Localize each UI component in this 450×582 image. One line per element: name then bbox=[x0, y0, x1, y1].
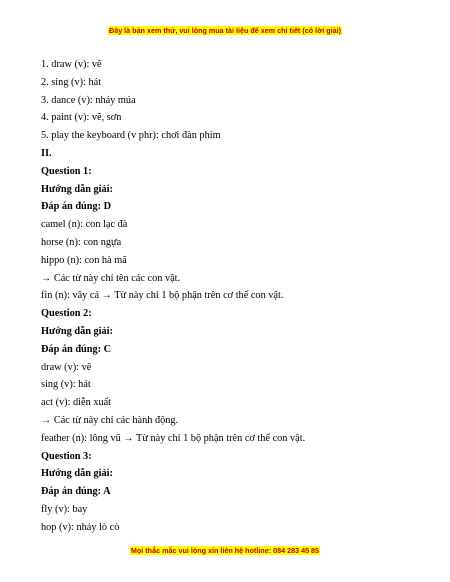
text-line: sing (v): hát bbox=[41, 379, 91, 391]
section-heading: Hướng dẫn giải: bbox=[41, 468, 113, 480]
text-line: 2. sing (v): hát bbox=[41, 76, 102, 88]
hotline-text: Mọi thắc mắc vui lòng xin liên hệ hotline: 084 283 45 85 bbox=[130, 546, 320, 555]
section-heading: Đáp án đúng: C bbox=[41, 343, 112, 355]
text-line: 5. play the keyboard (v phr): chơi đàn phím bbox=[41, 130, 221, 142]
preview-notice-text: Đây là bản xem thử, vui lòng mua tài liệu để xem chi tiết (có lời giải) bbox=[109, 26, 341, 35]
text-line: 1. draw (v): vẽ bbox=[41, 59, 102, 70]
text-line: 3. dance (v): nhảy múa bbox=[41, 94, 136, 106]
section-heading: Đáp án đúng: A bbox=[41, 486, 111, 498]
section-heading: Hướng dẫn giải: bbox=[41, 183, 113, 195]
text-line: draw (v): vẽ bbox=[41, 361, 92, 373]
text-line: act (v): diễn xuất bbox=[41, 397, 112, 409]
text-line: fly (v): bay bbox=[41, 503, 88, 515]
section-heading: Hướng dẫn giải: bbox=[41, 325, 113, 337]
section-heading: II. bbox=[41, 147, 52, 159]
section-heading: Question 3: bbox=[41, 450, 92, 462]
text-line: 4. paint (v): vẽ, sơn bbox=[41, 112, 122, 124]
text-line: horse (n): con ngựa bbox=[41, 236, 122, 248]
text-line: camel (n): con lạc đà bbox=[41, 219, 128, 231]
text-line: → Các từ này chỉ các hành động. bbox=[41, 414, 179, 426]
section-heading: Question 2: bbox=[41, 308, 92, 320]
document-body bbox=[41, 56, 421, 537]
section-heading: Đáp án đúng: D bbox=[41, 201, 112, 213]
hotline-footer-banner bbox=[0, 546, 450, 555]
text-line: fin (n): vây cá → Từ này chỉ 1 bộ phận trên cơ thể con vật. bbox=[41, 290, 284, 302]
text-line: hippo (n): con hà mã bbox=[41, 254, 127, 266]
text-line: hop (v): nhảy lò cò bbox=[41, 521, 120, 533]
text-line: feather (n): lông vũ → Từ này chỉ 1 bộ phận trên cơ thể con vật. bbox=[41, 432, 306, 444]
section-heading: Question 1: bbox=[41, 165, 92, 177]
preview-notice-banner bbox=[0, 26, 450, 35]
text-line: → Các từ này chỉ tên các con vật. bbox=[41, 272, 181, 284]
